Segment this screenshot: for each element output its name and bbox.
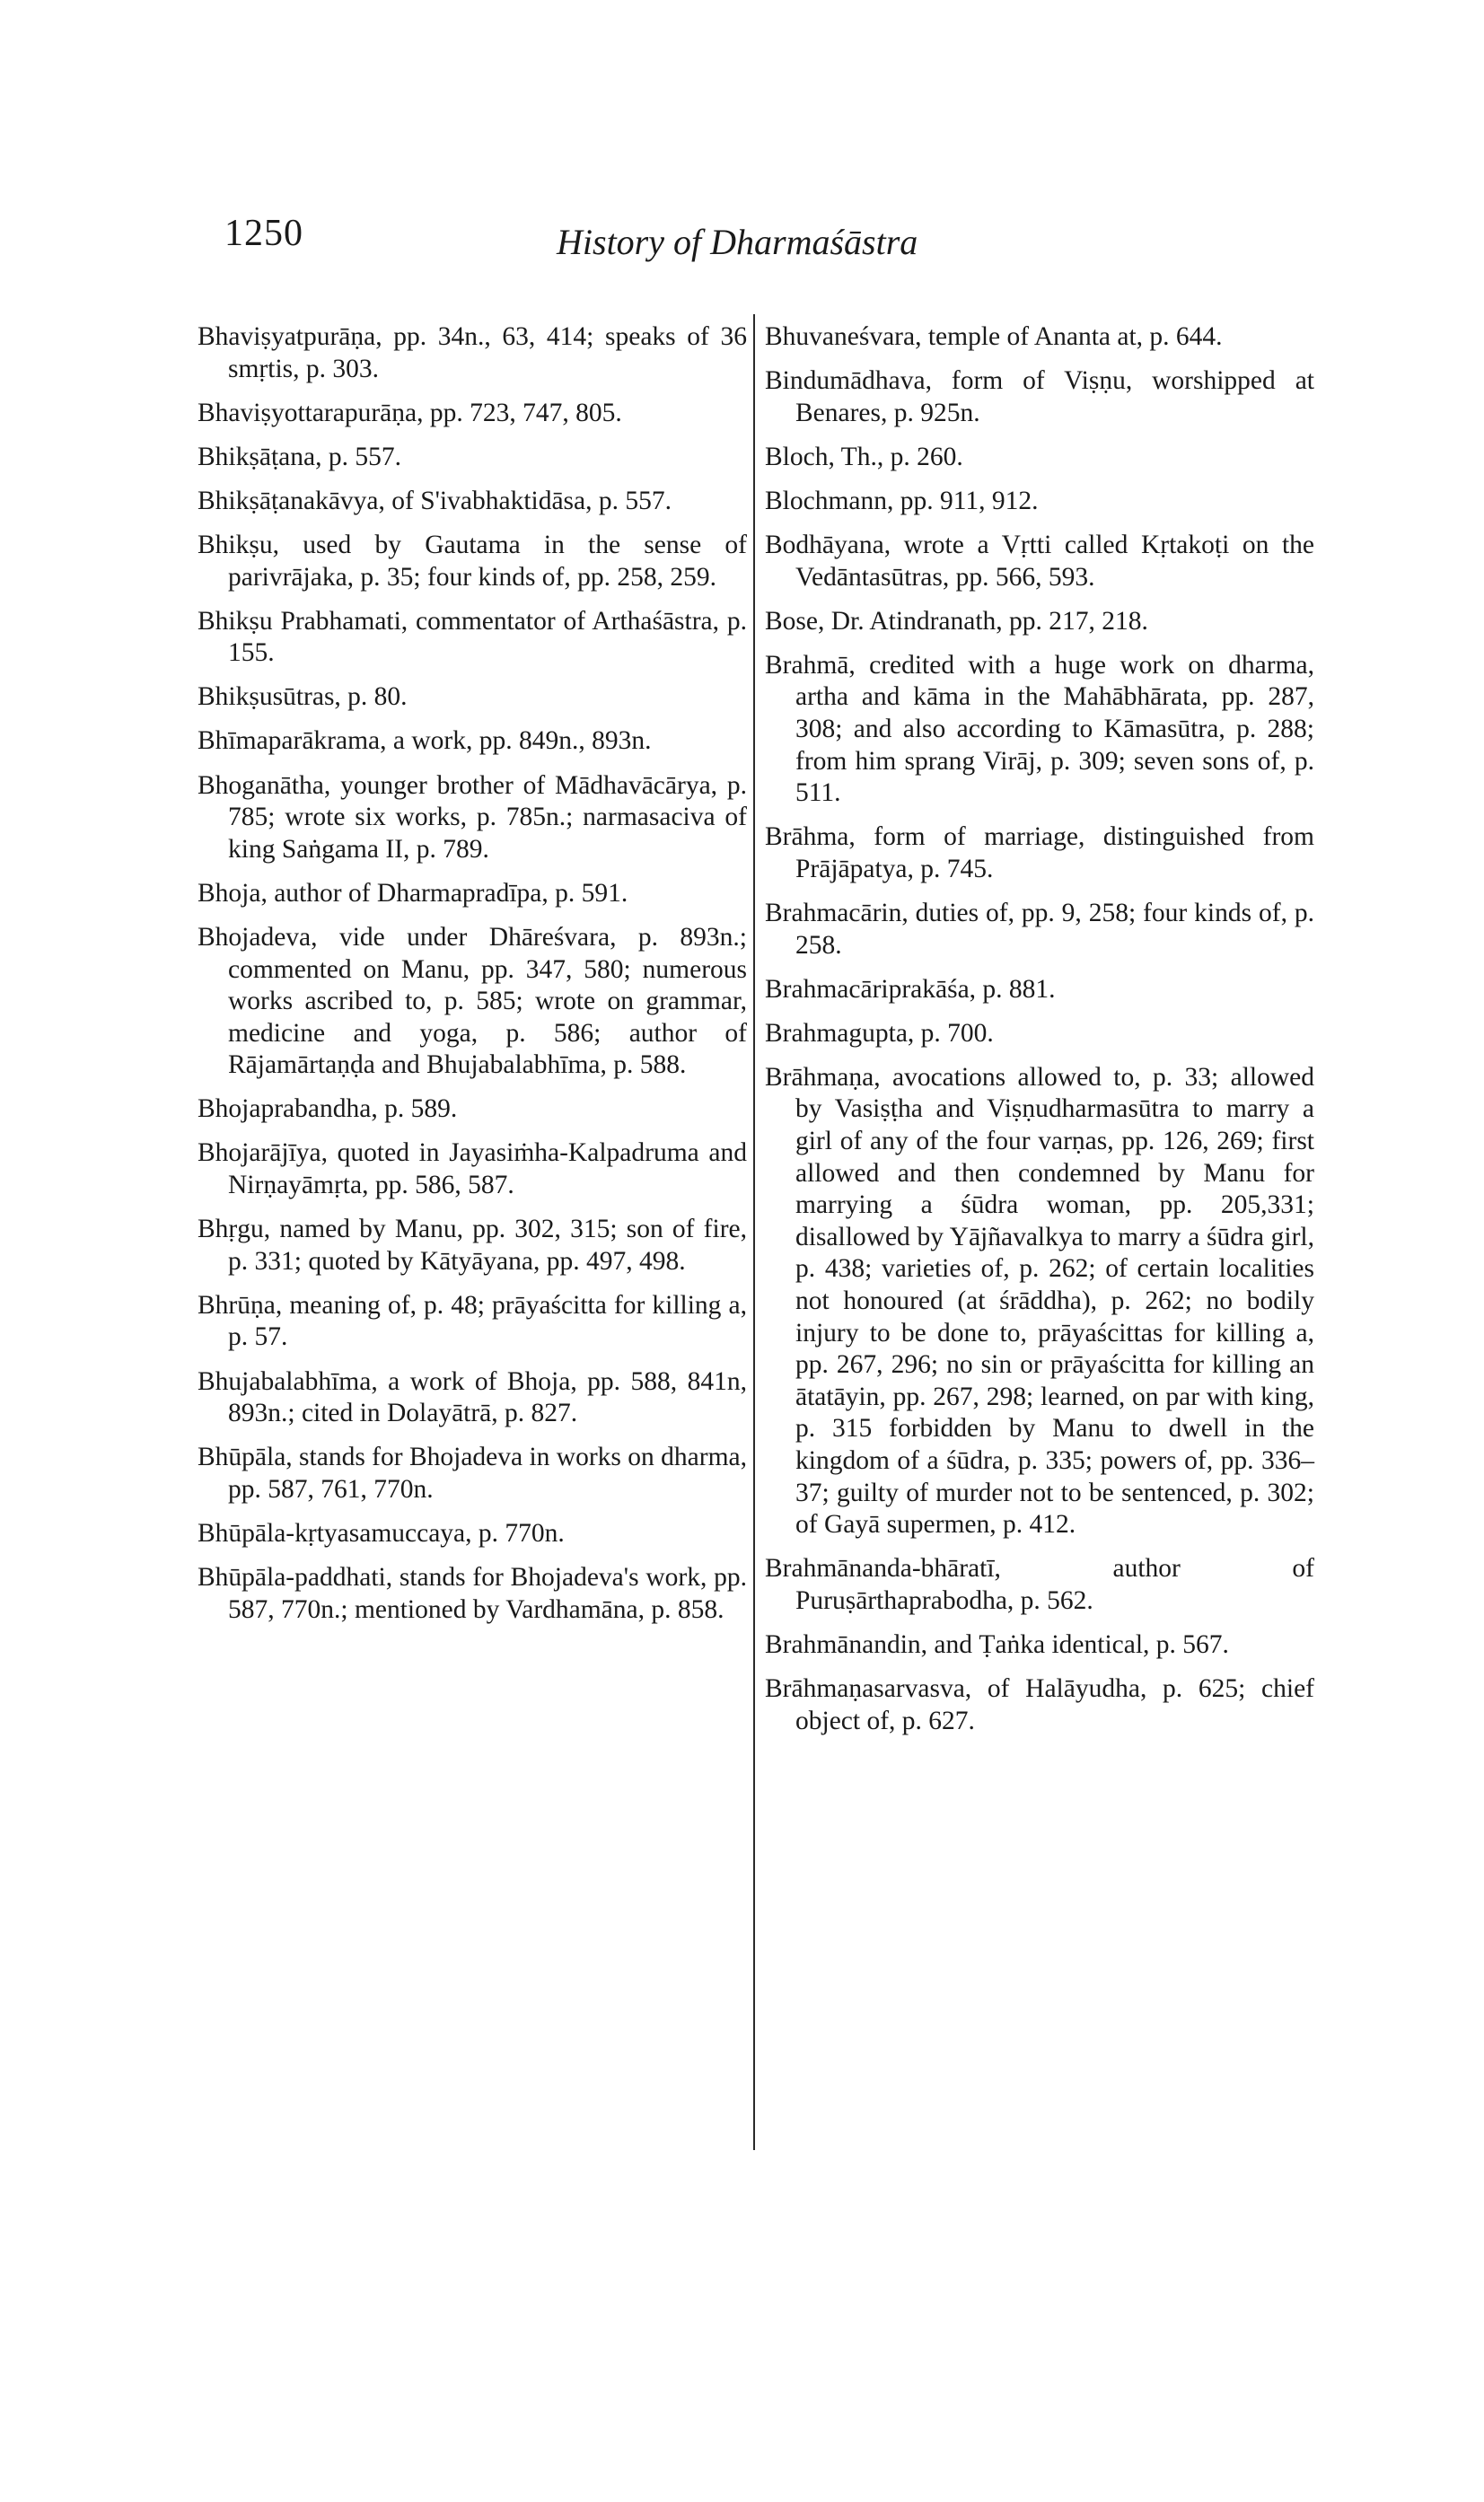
index-entry: Bhikṣu, used by Gautama in the sense of parivrājaka, p. 35; four kinds of, pp. 258, 259. (198, 530, 747, 592)
index-entry: Bhikṣāṭanakāvya, of S'ivabhaktidāsa, p. 557. (198, 486, 672, 515)
index-entry: Brahmānandin, and Ṭaṅka identical, p. 567. (765, 1629, 1229, 1659)
index-entry: Bhikṣusūtras, p. 80. (198, 682, 408, 712)
index-entry: Brahmacāriprakāśa, p. 881. (765, 974, 1056, 1004)
index-entry: Blochmann, pp. 911, 912. (765, 486, 1039, 515)
index-entry: Bhṛgu, named by Manu, pp. 302, 315; son of fire, p. 331; quoted by Kātyāyana, pp. 497, 498. (198, 1215, 747, 1276)
index-entry: Bhoja, author of Dharmapradīpa, p. 591. (198, 878, 628, 908)
index-entry: Bloch, Th., p. 260. (765, 442, 963, 471)
index-entry: Bose, Dr. Atindranath, pp. 217, 218. (765, 606, 1148, 636)
index-entry: Brahmacārin, duties of, pp. 9, 258; four kinds of, p. 258. (765, 898, 1314, 960)
index-entry: Bhojarājīya, quoted in Jayasiṁha-Kalpadruma and Nirṇayāmṛta, pp. 586, 587. (198, 1138, 747, 1200)
index-entry: Bhaviṣyatpurāṇa, pp. 34n., 63, 414; speaks of 36 smṛtis, p. 303. (198, 322, 747, 383)
running-title: History of Dharmaśāstra (557, 222, 918, 262)
index-entry: Bhīmaparākrama, a work, pp. 849n., 893n. (198, 726, 652, 756)
index-entry: Bhoganātha, younger brother of Mādhavācārya, p. 785; wrote six works, p. 785n.; narmasaciva of king Saṅgama II, p. 789. (198, 770, 747, 864)
index-entry: Bindumādhava, form of Viṣṇu, worshipped at Benares, p. 925n. (765, 366, 1314, 427)
index-column-right (765, 321, 1314, 1750)
index-entry: Bhaviṣyottarapurāṇa, pp. 723, 747, 805. (198, 398, 622, 427)
index-entry: Bhojaprabandha, p. 589. (198, 1094, 458, 1124)
index-entry: Brahmā, credited with a huge work on dharma, artha and kāma in the Mahābhārata, pp. 287, 308; and also according to Kāmasūtra, p. 288; from him sprang Virāj, p. 309; seven sons of, p. 511. (765, 650, 1314, 808)
index-entry: Brāhmaṇa, avocations allowed to, p. 33; allowed by Vasiṣṭha and Viṣṇudharmasūtra to marry a girl of any of the four varṇas, pp. 126, 269; first allowed and then condemned by Manu for marrying a śūdra woman, pp. 205,331; disallowed by Yājñavalkya to marry a śūdra girl, p. 438; varieties of, p. 262; of certain localities not honoured (at śrāddha), p. 262; no bodily injury to be done to, prāyaścittas for killing a, pp. 267, 296; no sin or prāyaścitta for killing an ātatāyin, pp. 267, 298; learned, on par with king, p. 315 forbidden by Manu to dwell in the kingdom of a śūdra, p. 335; powers of, pp. 336–37; guilty of murder not to be sentenced, p. 302; of Gayā supermen, p. 412. (765, 1062, 1314, 1540)
index-entry: Bhuvaneśvara, temple of Ananta at, p. 644. (765, 322, 1223, 351)
column-divider (753, 314, 755, 2150)
index-entry: Brāhma, form of marriage, distinguished from Prājāpatya, p. 745. (765, 822, 1314, 883)
page-number: 1250 (224, 213, 303, 254)
index-entry: Bodhāyana, wrote a Vṛtti called Kṛtakoṭi on the Vedāntasūtras, pp. 566, 593. (765, 530, 1314, 592)
index-column-left (198, 321, 747, 1638)
index-entry: Bhujabalabhīma, a work of Bhoja, pp. 588, 841n, 893n.; cited in Dolayātrā, p. 827. (198, 1366, 747, 1428)
index-entry: Bhikṣu Prabhamati, commentator of Arthaśāstra, p. 155. (198, 606, 747, 668)
index-entry: Bhūpāla-kṛtyasamuccaya, p. 770n. (198, 1518, 565, 1548)
index-entry: Brahmānanda-bhāratī, author of Puruṣārthaprabodha, p. 562. (765, 1554, 1314, 1615)
index-entry: Brāhmaṇasarvasva, of Halāyudha, p. 625; chief object of, p. 627. (765, 1673, 1314, 1735)
index-entry: Bhojadeva, vide under Dhāreśvara, p. 893n.; commented on Manu, pp. 347, 580; numerous works ascribed to, p. 585; wrote on grammar, medicine and yoga, p. 586; author of Rājamārtaṇḍa and Bhujabalabhīma, p. 588. (198, 922, 747, 1080)
index-entry: Bhikṣāṭana, p. 557. (198, 442, 401, 471)
index-entry: Bhūpāla, stands for Bhojadeva in works on dharma, pp. 587, 761, 770n. (198, 1443, 747, 1504)
index-entry: Brahmagupta, p. 700. (765, 1018, 994, 1048)
index-entry: Bhrūṇa, meaning of, p. 48; prāyaścitta for killing a, p. 57. (198, 1290, 747, 1352)
index-entry: Bhūpāla-paddhati, stands for Bhojadeva's work, pp. 587, 770n.; mentioned by Vardhamāna, p. 858. (198, 1563, 747, 1624)
